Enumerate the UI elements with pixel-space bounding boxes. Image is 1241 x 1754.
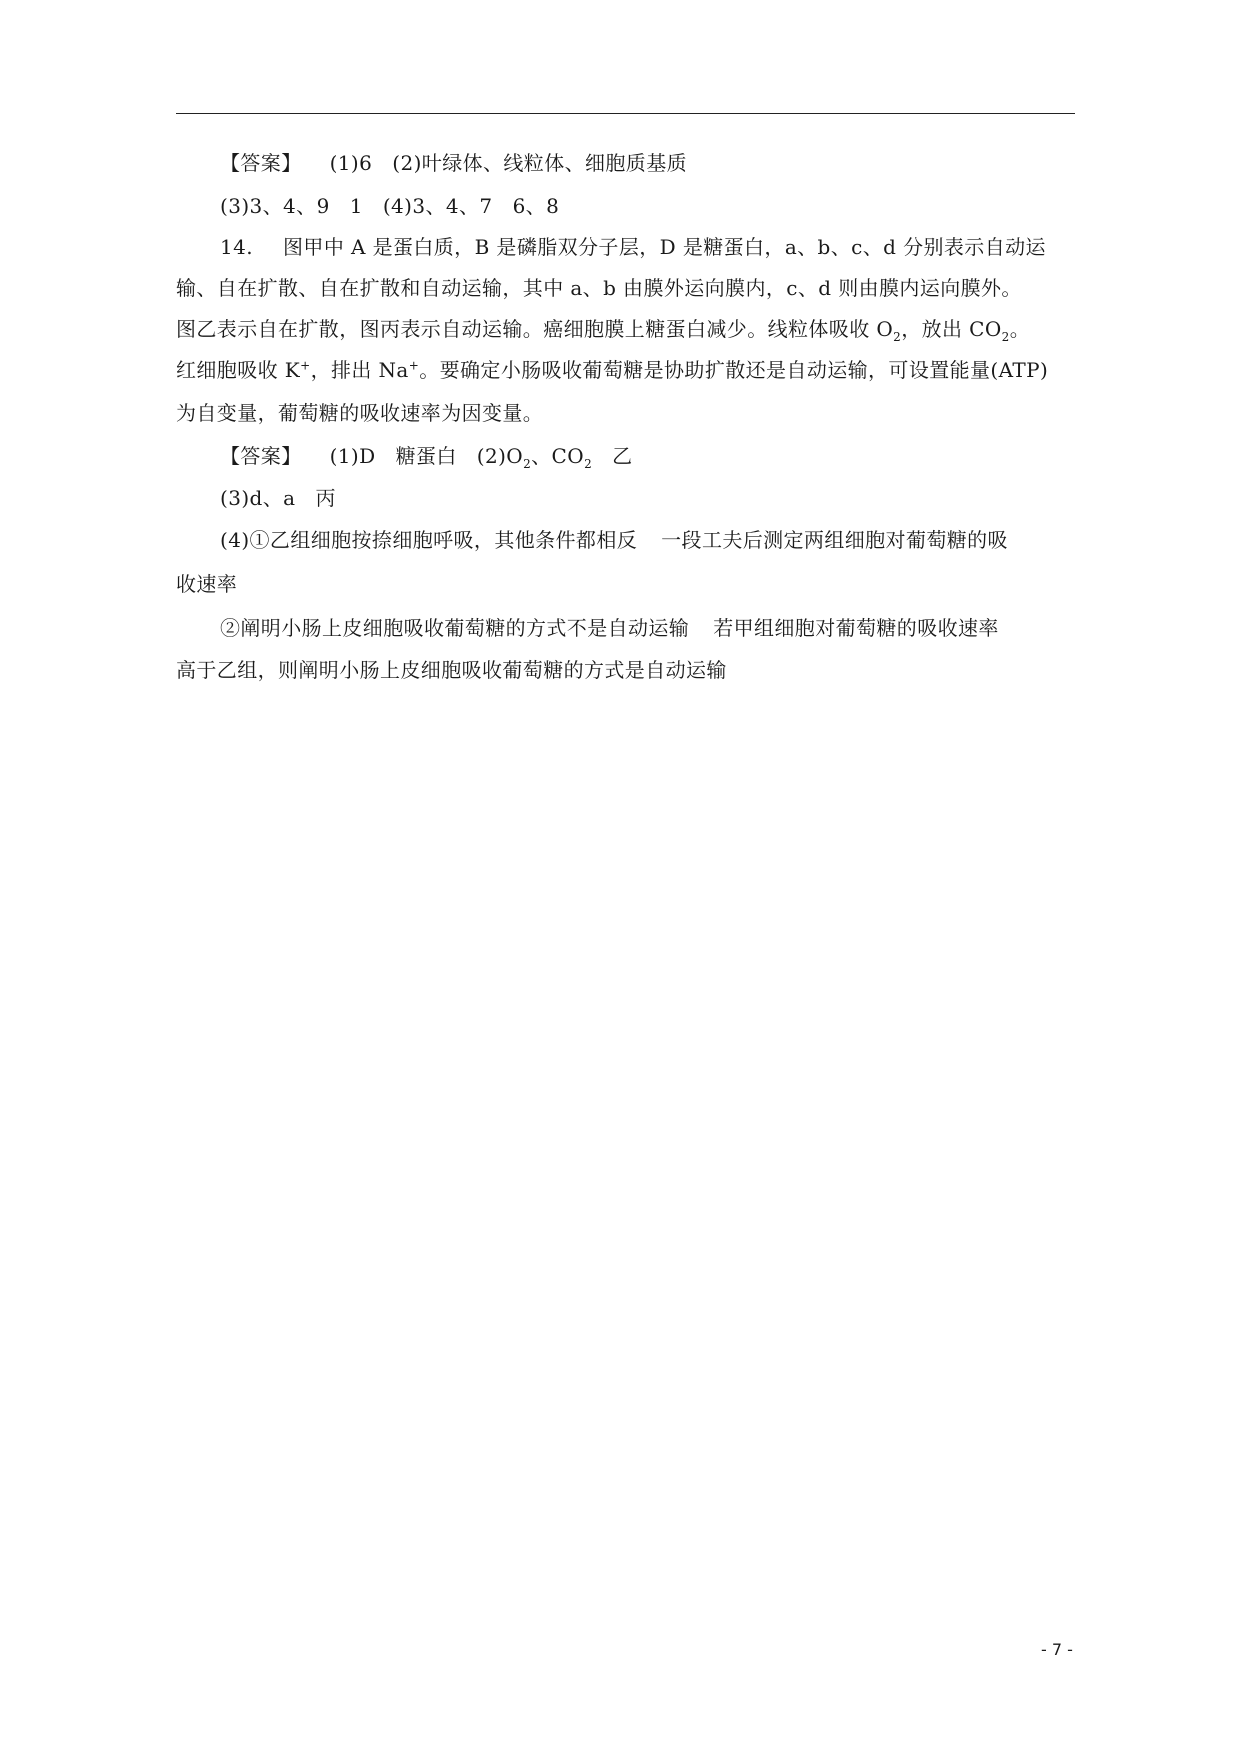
answer14-part4: 乙: [612, 444, 633, 468]
answer14-part8: 一段工夫后测定两组细胞对葡萄糖的吸: [661, 528, 1008, 552]
answer14-part9: ②阐明小肠上皮细胞吸收葡萄糖的方式不是自动运输: [220, 616, 690, 640]
answer14-part7: (4)①乙组细胞按捺细胞呼吸，其他条件都相反: [220, 528, 638, 552]
header-rule: [176, 113, 1075, 114]
subscript: 2: [523, 457, 532, 471]
answer14-part3b: 、CO: [531, 444, 585, 468]
answer14-part3a: (2)O: [476, 444, 524, 468]
answer13-part6: 6、8: [512, 194, 560, 218]
answer14-line3: [220, 527, 1008, 553]
question-number: 14.: [220, 235, 254, 259]
answer14-part10: 若甲组细胞对葡萄糖的吸收速率: [713, 616, 999, 640]
page-number: - 7 -: [1041, 1640, 1073, 1659]
subscript: 2: [1001, 330, 1010, 344]
answer14-line6: 高于乙组，则阐明小肠上皮细胞吸收葡萄糖的方式是自动运输: [176, 658, 727, 682]
answer13-part2: (2)叶绿体、线粒体、细胞质基质: [392, 151, 687, 175]
question14-text-4a: 红细胞吸收 K: [176, 358, 301, 382]
answer14-part5: (3)d、a: [220, 486, 296, 510]
answer-label: 【答案】: [220, 444, 302, 468]
answer13-part1: (1)6: [329, 151, 373, 175]
answer13-part4: 1: [349, 194, 363, 218]
answer13-line1: [220, 150, 687, 176]
answer13-part3: (3)3、4、9: [220, 194, 330, 218]
question14-line3: [176, 316, 1030, 342]
question14-text-4b: ，排出 Na: [310, 358, 409, 382]
question14-text-3b: ，放出 CO: [901, 317, 1002, 341]
question14-text-4c: 。要确定小肠吸收葡萄糖是协助扩散还是自动运输，可设置能量(ATP): [419, 358, 1049, 382]
answer-label: 【答案】: [220, 151, 302, 175]
answer14-part2: 糖蛋白: [395, 444, 457, 468]
question14-text-3c: 。: [1009, 317, 1031, 341]
question14-line4: [176, 357, 1048, 383]
superscript: +: [300, 358, 311, 373]
subscript: 2: [893, 330, 902, 344]
question14-line2: 输、自在扩散、自在扩散和自动运输，其中 a、b 由膜外运向膜内，c、d 则由膜内运向膜外。: [176, 276, 1022, 300]
superscript: +: [408, 358, 420, 373]
subscript: 2: [584, 457, 593, 471]
answer13-line2: [220, 193, 559, 219]
answer14-part6: 丙: [315, 486, 336, 510]
answer14-line2: [220, 485, 336, 511]
question14-text-3a: 图乙表示自在扩散，图丙表示自动运输。癌细胞膜上糖蛋白减少。线粒体吸收 O: [176, 317, 894, 341]
answer14-part1: (1)D: [329, 444, 376, 468]
question14-text-1: 图甲中 A 是蛋白质，B 是磷脂双分子层，D 是糖蛋白，a、b、c、d 分别表示自动运: [283, 235, 1046, 259]
answer13-part5: (4)3、4、7: [382, 194, 493, 218]
answer14-line4: 收速率: [176, 572, 238, 596]
answer14-line5: [220, 615, 999, 641]
question14-line1: [220, 234, 1046, 260]
answer14-line1: [220, 443, 633, 469]
question14-line5: 为自变量，葡萄糖的吸收速率为因变量。: [176, 401, 544, 425]
